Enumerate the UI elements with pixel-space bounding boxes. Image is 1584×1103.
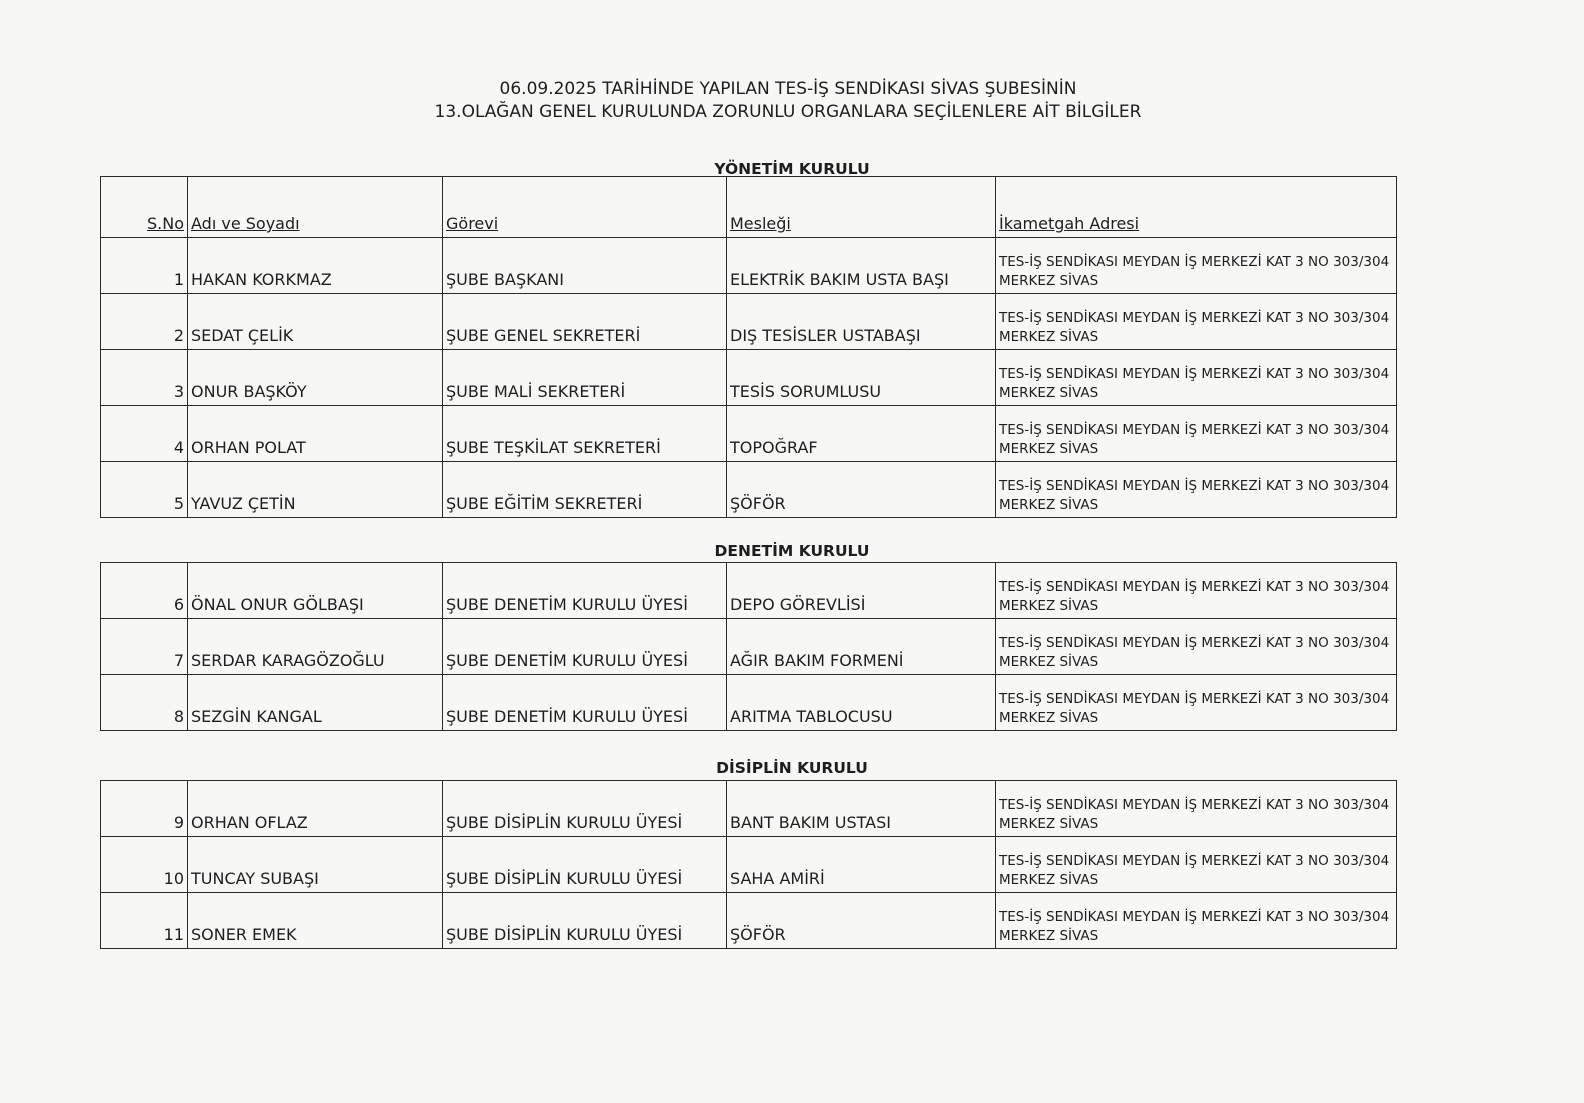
document-title [0,78,1584,124]
cell-name: ONUR BAŞKÖY [188,350,443,406]
cell-address: TES-İŞ SENDİKASI MEYDAN İŞ MERKEZİ KAT 3 NO 303/304 MERKEZ SİVAS [996,462,1397,518]
cell-address: TES-İŞ SENDİKASI MEYDAN İŞ MERKEZİ KAT 3 NO 303/304 MERKEZ SİVAS [996,893,1397,949]
cell-name: SEDAT ÇELİK [188,294,443,350]
cell-job: AĞIR BAKIM FORMENİ [727,619,996,675]
table-row [101,406,1397,462]
table-row [101,837,1397,893]
title-line-1: 06.09.2025 TARİHİNDE YAPILAN TES-İŞ SENDİKASI SİVAS ŞUBESİNİN [499,79,1077,99]
cell-no: 7 [101,619,188,675]
cell-job: ŞÖFÖR [727,893,996,949]
cell-job: ŞÖFÖR [727,462,996,518]
cell-name: HAKAN KORKMAZ [188,238,443,294]
cell-no: 5 [101,462,188,518]
cell-role: ŞUBE DENETİM KURULU ÜYESİ [443,619,727,675]
cell-role: ŞUBE BAŞKANI [443,238,727,294]
cell-no: 3 [101,350,188,406]
title-line-2: 13.OLAĞAN GENEL KURULUNDA ZORUNLU ORGANLARA SEÇİLENLERE AİT BİLGİLER [434,102,1142,122]
cell-job: ELEKTRİK BAKIM USTA BAŞI [727,238,996,294]
table-row [101,350,1397,406]
header-name: Adı ve Soyadı [188,177,443,238]
cell-name: SERDAR KARAGÖZOĞLU [188,619,443,675]
cell-name: ÖNAL ONUR GÖLBAŞI [188,563,443,619]
cell-role: ŞUBE GENEL SEKRETERİ [443,294,727,350]
cell-name: ORHAN OFLAZ [188,781,443,837]
cell-address: TES-İŞ SENDİKASI MEYDAN İŞ MERKEZİ KAT 3 NO 303/304 MERKEZ SİVAS [996,619,1397,675]
cell-name: YAVUZ ÇETİN [188,462,443,518]
cell-name: SONER EMEK [188,893,443,949]
cell-name: TUNCAY SUBAŞI [188,837,443,893]
cell-address: TES-İŞ SENDİKASI MEYDAN İŞ MERKEZİ KAT 3 NO 303/304 MERKEZ SİVAS [996,563,1397,619]
cell-job: ARITMA TABLOCUSU [727,675,996,731]
cell-no: 2 [101,294,188,350]
cell-role: ŞUBE DİSİPLİN KURULU ÜYESİ [443,893,727,949]
table-denetim-kurulu [100,562,1397,731]
cell-no: 10 [101,837,188,893]
cell-job: TESİS SORUMLUSU [727,350,996,406]
cell-name: ORHAN POLAT [188,406,443,462]
cell-address: TES-İŞ SENDİKASI MEYDAN İŞ MERKEZİ KAT 3 NO 303/304 MERKEZ SİVAS [996,781,1397,837]
cell-address: TES-İŞ SENDİKASI MEYDAN İŞ MERKEZİ KAT 3 NO 303/304 MERKEZ SİVAS [996,350,1397,406]
section-title-yonetim: YÖNETİM KURULU [714,160,870,178]
cell-role: ŞUBE DENETİM KURULU ÜYESİ [443,675,727,731]
cell-role: ŞUBE MALİ SEKRETERİ [443,350,727,406]
cell-address: TES-İŞ SENDİKASI MEYDAN İŞ MERKEZİ KAT 3 NO 303/304 MERKEZ SİVAS [996,675,1397,731]
cell-no: 8 [101,675,188,731]
cell-job: BANT BAKIM USTASI [727,781,996,837]
table-row [101,619,1397,675]
cell-job: TOPOĞRAF [727,406,996,462]
table-row [101,294,1397,350]
cell-no: 1 [101,238,188,294]
table-row [101,893,1397,949]
cell-role: ŞUBE DENETİM KURULU ÜYESİ [443,563,727,619]
cell-no: 9 [101,781,188,837]
cell-job: DEPO GÖREVLİSİ [727,563,996,619]
header-no: S.No [101,177,188,238]
cell-no: 6 [101,563,188,619]
table-header-row [101,177,1397,238]
cell-role: ŞUBE TEŞKİLAT SEKRETERİ [443,406,727,462]
table-disiplin-kurulu [100,780,1397,949]
cell-no: 11 [101,893,188,949]
header-role: Görevi [443,177,727,238]
table-row [101,238,1397,294]
header-job: Mesleği [727,177,996,238]
section-title-denetim: DENETİM KURULU [714,542,870,560]
table-row [101,781,1397,837]
cell-address: TES-İŞ SENDİKASI MEYDAN İŞ MERKEZİ KAT 3 NO 303/304 MERKEZ SİVAS [996,837,1397,893]
cell-address: TES-İŞ SENDİKASI MEYDAN İŞ MERKEZİ KAT 3 NO 303/304 MERKEZ SİVAS [996,406,1397,462]
cell-address: TES-İŞ SENDİKASI MEYDAN İŞ MERKEZİ KAT 3 NO 303/304 MERKEZ SİVAS [996,238,1397,294]
cell-name: SEZGİN KANGAL [188,675,443,731]
cell-job: SAHA AMİRİ [727,837,996,893]
table-row [101,462,1397,518]
table-row [101,563,1397,619]
table-row [101,675,1397,731]
table-yonetim-kurulu [100,176,1397,518]
cell-job: DIŞ TESİSLER USTABAŞI [727,294,996,350]
cell-role: ŞUBE EĞİTİM SEKRETERİ [443,462,727,518]
header-address: İkametgah Adresi [996,177,1397,238]
cell-no: 4 [101,406,188,462]
cell-address: TES-İŞ SENDİKASI MEYDAN İŞ MERKEZİ KAT 3 NO 303/304 MERKEZ SİVAS [996,294,1397,350]
cell-role: ŞUBE DİSİPLİN KURULU ÜYESİ [443,837,727,893]
cell-role: ŞUBE DİSİPLİN KURULU ÜYESİ [443,781,727,837]
section-title-disiplin: DİSİPLİN KURULU [716,759,868,777]
